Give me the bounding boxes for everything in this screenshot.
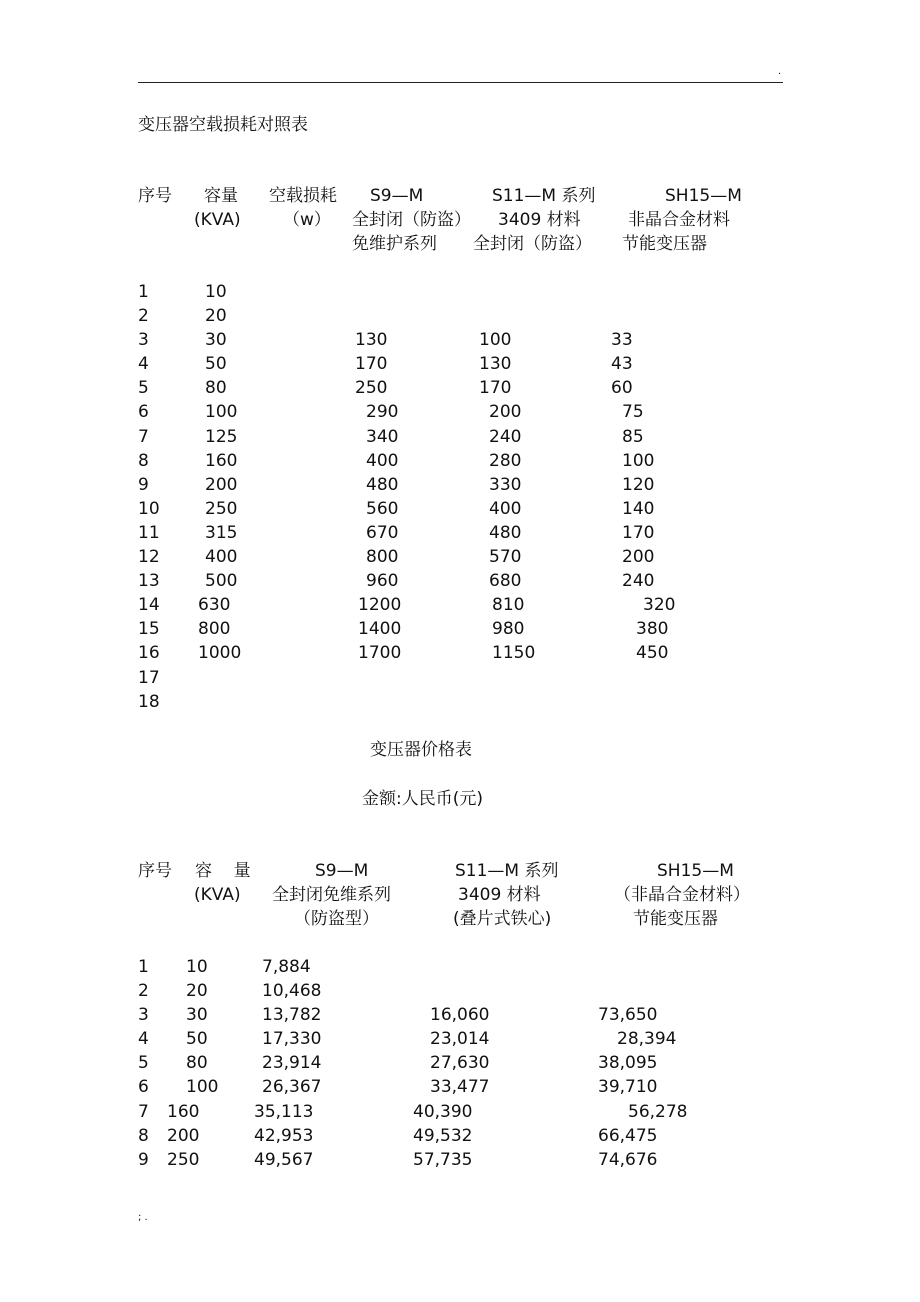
row-s9-cell: 10,468 <box>262 981 322 1002</box>
row-s11-cell: 280 <box>489 450 522 471</box>
row-sh15-cell: 200 <box>622 547 655 568</box>
row-s9-cell: 13,782 <box>262 1005 322 1026</box>
table-row <box>0 376 920 400</box>
row-s11-cell: 980 <box>492 619 525 640</box>
row-sh15-cell: 38,095 <box>598 1053 658 1074</box>
row-capacity-cell: 250 <box>167 1149 200 1170</box>
table-row <box>0 979 920 1003</box>
row-capacity-cell: 10 <box>186 957 208 977</box>
row-seq-cell: 8 <box>138 1125 149 1146</box>
table-row <box>0 690 920 714</box>
table-row <box>0 1100 920 1124</box>
row-seq-cell: 9 <box>138 1149 149 1170</box>
header-rule <box>138 82 783 83</box>
row-sh15-cell: 73,650 <box>598 1005 658 1026</box>
row-s11-cell: 130 <box>479 354 512 375</box>
row-s9-cell: 130 <box>355 330 388 351</box>
row-capacity-cell: 200 <box>205 474 238 495</box>
row-s11-cell: 240 <box>489 426 522 447</box>
t2-header-s9-line2: 全封闭免维系列 <box>272 885 391 905</box>
row-seq-cell: 3 <box>138 1005 149 1026</box>
row-seq-cell: 5 <box>138 378 149 399</box>
row-s11-cell: 27,630 <box>430 1053 490 1074</box>
row-s11-cell: 680 <box>489 571 522 592</box>
row-seq-cell: 6 <box>138 1077 149 1098</box>
row-sh15-cell: 74,676 <box>598 1149 658 1170</box>
row-capacity-cell: 20 <box>186 981 208 1002</box>
t1-header-s9-line3: 免维护系列 <box>352 234 437 254</box>
table-row <box>0 328 920 352</box>
row-sh15-cell: 56,278 <box>628 1101 688 1122</box>
row-s9-cell: 800 <box>366 547 399 568</box>
row-seq-cell: 15 <box>138 619 160 640</box>
row-capacity-cell: 80 <box>205 378 227 399</box>
row-capacity-cell: 30 <box>205 330 227 351</box>
table-row <box>0 545 920 569</box>
table-row <box>0 352 920 376</box>
row-s11-cell: 33,477 <box>430 1077 490 1098</box>
page-footer-mark: ; . <box>138 1212 148 1223</box>
t2-header-capacity: 容 量 <box>195 861 251 881</box>
row-seq-cell: 13 <box>138 571 160 592</box>
row-seq-cell: 11 <box>138 522 160 543</box>
table-row <box>0 617 920 641</box>
table-row <box>0 569 920 593</box>
t2-header-s9-line3: （防盗型） <box>294 909 379 929</box>
row-seq-cell: 1 <box>138 957 149 977</box>
row-s11-cell: 330 <box>489 474 522 495</box>
table-row <box>0 1051 920 1075</box>
table-row <box>0 1148 920 1172</box>
table-row <box>0 425 920 449</box>
row-s11-cell: 400 <box>489 498 522 519</box>
table-row <box>0 497 920 521</box>
t2-header-capacity-unit: (KVA) <box>194 885 241 905</box>
t2-header-s11-line3: (叠片式铁心) <box>453 909 552 929</box>
row-s11-cell: 23,014 <box>430 1029 490 1050</box>
table-row <box>0 641 920 665</box>
row-s11-cell: 810 <box>492 595 525 616</box>
row-s9-cell: 170 <box>355 354 388 375</box>
table1-body <box>0 280 920 714</box>
t2-header-s11-line2: 3409 材料 <box>458 885 541 905</box>
row-sh15-cell: 66,475 <box>598 1125 658 1146</box>
row-sh15-cell: 85 <box>622 426 644 447</box>
table-row <box>0 304 920 328</box>
row-capacity-cell: 1000 <box>198 643 242 664</box>
row-s11-cell: 480 <box>489 522 522 543</box>
row-s11-cell: 100 <box>479 330 512 351</box>
row-s9-cell: 250 <box>355 378 388 399</box>
row-s9-cell: 670 <box>366 522 399 543</box>
row-seq-cell: 4 <box>138 1029 149 1050</box>
row-seq-cell: 3 <box>138 330 149 351</box>
row-s9-cell: 960 <box>366 571 399 592</box>
row-s9-cell: 49,567 <box>254 1149 314 1170</box>
row-s11-cell: 200 <box>489 402 522 423</box>
t1-header-s11-line3: 全封闭（防盗） <box>473 234 592 254</box>
row-seq-cell: 7 <box>138 426 149 447</box>
table1-title: 变压器空载损耗对照表 <box>138 115 308 135</box>
row-capacity-cell: 200 <box>167 1125 200 1146</box>
table-row <box>0 449 920 473</box>
row-capacity-cell: 315 <box>205 522 238 543</box>
row-seq-cell: 9 <box>138 474 149 495</box>
row-capacity-cell: 160 <box>167 1101 200 1122</box>
t1-header-capacity: 容量 <box>204 186 238 206</box>
t1-header-s9-line2: 全封闭（防盗） <box>352 210 471 230</box>
row-capacity-cell: 30 <box>186 1005 208 1026</box>
row-seq-cell: 8 <box>138 450 149 471</box>
t1-header-noload: 空载损耗 <box>269 186 337 206</box>
t2-header-sh15: SH15—M <box>657 861 734 881</box>
table-row <box>0 400 920 424</box>
table-row <box>0 1003 920 1027</box>
row-seq-cell: 12 <box>138 547 160 568</box>
row-sh15-cell: 240 <box>622 571 655 592</box>
row-s9-cell: 1400 <box>358 619 402 640</box>
row-seq-cell: 18 <box>138 691 160 712</box>
row-sh15-cell: 60 <box>611 378 633 399</box>
table-row <box>0 280 920 304</box>
t1-header-s11: S11—M 系列 <box>492 186 596 206</box>
page-top-mark: . <box>778 66 782 77</box>
row-s11-cell: 40,390 <box>413 1101 473 1122</box>
row-capacity-cell: 500 <box>205 571 238 592</box>
t1-header-noload-unit: （w） <box>283 210 331 230</box>
t1-header-sh15-line2: 非晶合金材料 <box>628 210 730 230</box>
t1-header-seq: 序号 <box>138 186 172 206</box>
row-seq-cell: 1 <box>138 282 149 302</box>
table2-currency-note: 金额:人民币(元) <box>362 789 483 809</box>
table-row <box>0 521 920 545</box>
t1-header-capacity-unit: (KVA) <box>194 210 241 230</box>
row-sh15-cell: 380 <box>636 619 669 640</box>
t1-header-sh15-line3: 节能变压器 <box>622 234 707 254</box>
table-row <box>0 593 920 617</box>
row-s9-cell: 23,914 <box>262 1053 322 1074</box>
table-row <box>0 1124 920 1148</box>
row-sh15-cell: 33 <box>611 330 633 351</box>
row-capacity-cell: 630 <box>198 595 231 616</box>
row-capacity-cell: 20 <box>205 306 227 327</box>
row-seq-cell: 14 <box>138 595 160 616</box>
row-seq-cell: 2 <box>138 306 149 327</box>
row-seq-cell: 5 <box>138 1053 149 1074</box>
row-sh15-cell: 450 <box>636 643 669 664</box>
t1-header-s11-line2: 3409 材料 <box>498 210 581 230</box>
row-capacity-cell: 10 <box>205 282 227 302</box>
table-row <box>0 473 920 497</box>
row-sh15-cell: 140 <box>622 498 655 519</box>
row-sh15-cell: 39,710 <box>598 1077 658 1098</box>
table2-body <box>0 955 920 1172</box>
t2-header-sh15-line3: 节能变压器 <box>633 909 718 929</box>
row-s11-cell: 16,060 <box>430 1005 490 1026</box>
row-capacity-cell: 50 <box>186 1029 208 1050</box>
row-s9-cell: 35,113 <box>254 1101 314 1122</box>
row-capacity-cell: 250 <box>205 498 238 519</box>
t1-header-s9: S9—M <box>370 186 424 206</box>
row-s9-cell: 17,330 <box>262 1029 322 1050</box>
row-seq-cell: 6 <box>138 402 149 423</box>
row-seq-cell: 16 <box>138 643 160 664</box>
row-capacity-cell: 100 <box>186 1077 219 1098</box>
row-sh15-cell: 170 <box>622 522 655 543</box>
row-s9-cell: 480 <box>366 474 399 495</box>
table-row <box>0 1027 920 1051</box>
row-s11-cell: 1150 <box>492 643 536 664</box>
row-s9-cell: 290 <box>366 402 399 423</box>
row-s11-cell: 570 <box>489 547 522 568</box>
row-sh15-cell: 28,394 <box>617 1029 677 1050</box>
row-s11-cell: 170 <box>479 378 512 399</box>
row-s11-cell: 57,735 <box>413 1149 473 1170</box>
row-capacity-cell: 100 <box>205 402 238 423</box>
t2-header-s9: S9—M <box>315 861 369 881</box>
row-s9-cell: 42,953 <box>254 1125 314 1146</box>
row-s9-cell: 26,367 <box>262 1077 322 1098</box>
row-capacity-cell: 50 <box>205 354 227 375</box>
row-sh15-cell: 120 <box>622 474 655 495</box>
row-capacity-cell: 125 <box>205 426 238 447</box>
row-sh15-cell: 100 <box>622 450 655 471</box>
row-seq-cell: 7 <box>138 1101 149 1122</box>
t1-header-sh15: SH15—M <box>665 186 742 206</box>
table-row <box>0 955 920 979</box>
row-sh15-cell: 75 <box>622 402 644 423</box>
t2-header-s11: S11—M 系列 <box>455 861 559 881</box>
row-s9-cell: 7,884 <box>262 957 311 977</box>
row-seq-cell: 2 <box>138 981 149 1002</box>
row-s11-cell: 49,532 <box>413 1125 473 1146</box>
row-capacity-cell: 80 <box>186 1053 208 1074</box>
row-capacity-cell: 800 <box>198 619 231 640</box>
row-sh15-cell: 320 <box>643 595 676 616</box>
row-s9-cell: 1200 <box>358 595 402 616</box>
row-capacity-cell: 160 <box>205 450 238 471</box>
row-s9-cell: 1700 <box>358 643 402 664</box>
row-seq-cell: 4 <box>138 354 149 375</box>
row-seq-cell: 10 <box>138 498 160 519</box>
row-capacity-cell: 400 <box>205 547 238 568</box>
row-sh15-cell: 43 <box>611 354 633 375</box>
table-row <box>0 1075 920 1099</box>
row-seq-cell: 17 <box>138 667 160 688</box>
row-s9-cell: 400 <box>366 450 399 471</box>
table-row <box>0 666 920 690</box>
row-s9-cell: 560 <box>366 498 399 519</box>
t2-header-sh15-line2: （非晶合金材料） <box>614 885 750 905</box>
row-s9-cell: 340 <box>366 426 399 447</box>
t2-header-seq: 序号 <box>138 861 172 881</box>
table2-title: 变压器价格表 <box>370 740 472 760</box>
